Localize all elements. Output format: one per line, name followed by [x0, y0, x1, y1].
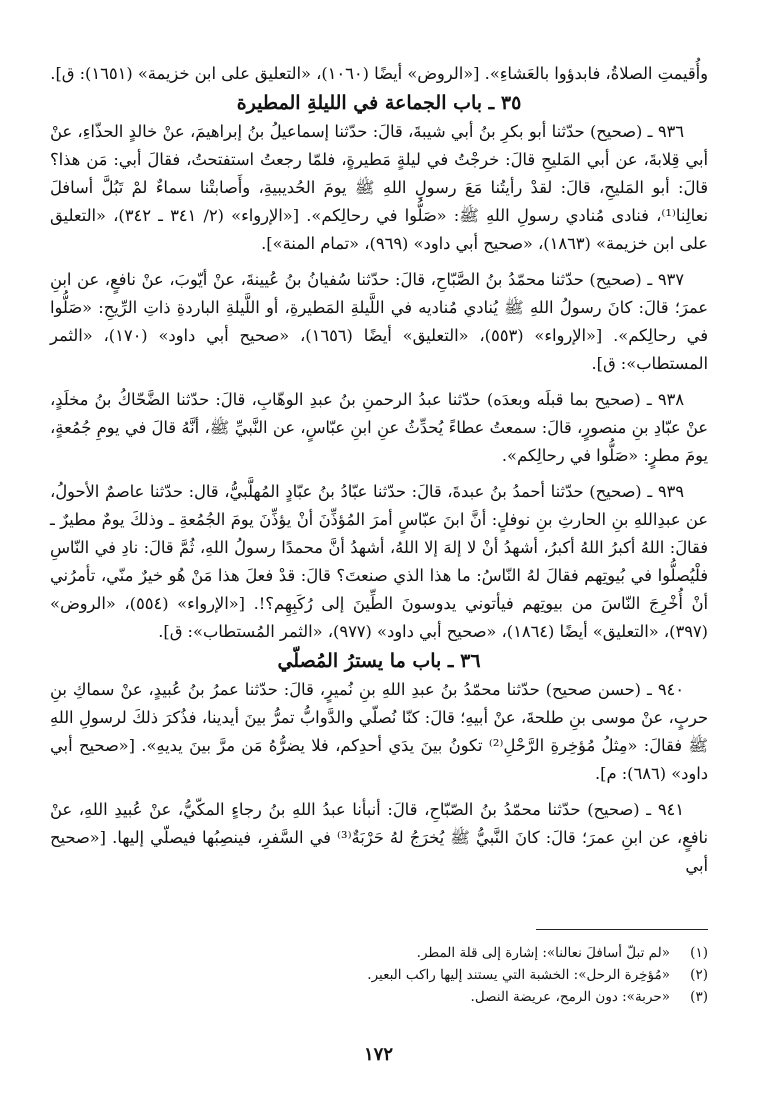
hadith-paragraph: ٩٤١ ـ (صحيح) حدّثنا محمّدُ بنُ الصّبّاحِ، قالَ: أنبأنا عبدُ اللهِ بنُ رجاءٍ المكّيُّ، عنْ عُبيدِ اللهِ، عنْ نافعٍ، عن ابنِ عمرَ؛ قالَ: كانَ النَّبيُّ ﷺ يُخرَجُ لهُ حَرْبَةٌ⁽³⁾ في السَّفرِ، فينصِبُها فيصلّي إليها. [«صحيح أبي	[50, 800, 708, 875]
hadith-paragraph: ٩٣٩ ـ (صحيح) حدّثنا أحمدُ بنُ عبدةَ، قالَ: حدّثنا عبّادُ بنُ عبّادٍ المُهلَّبيُّ، قال: حدّثنا عاصمٌ الأحولُ، عن عبدِاللهِ بنِ الحارثِ بنِ نوفلٍ: أنَّ ابنَ عبّاسٍ أمرَ المُؤذِّنَ أنْ يؤذِّنَ يومَ الجُمُعةِ ـ وذلكَ يومٌ مطيرٌ ـ فقالَ: اللهُ أكبرُ اللهُ أكبرُ، أشهدُ أنْ لا إلهَ إلا اللهُ، أشهدُ أنَّ محمدًا رسولُ اللهِ، ثُمَّ قالَ: نادِ في النّاسِ فلْيُصلُّوا في بُيوتِهم فقالَ لهُ النّاسُ: ما هذا الذي صنعتَ؟ قالَ: قدْ فعلَ هذا مَنْ هُو خيرٌ منّي، تأمرُني أنْ أُخْرِجَ النّاسَ من بيوتِهم فيأتوني يدوسونَ الطِّينَ إلى رُكَبِهِم؟!. [«الإرواء» (٥٥٤)، «الروض» (٣٩٧)، «التعليق» أيضًا (١٨٦٤)، «صحيح أبي داود» (٩٧٧)، «الثمر المُستطاب»: ق].	[50, 482, 708, 641]
footnote-text: «مُؤخِرة الرحل»: الخشبة التي يستند إليها راكب البعير.	[367, 967, 670, 983]
paragraph-gap	[50, 378, 708, 386]
paragraph-gap	[50, 788, 708, 796]
footnote	[360, 986, 708, 1008]
footnote-number: (٢)	[690, 967, 708, 983]
footnote-number: (١)	[690, 945, 708, 961]
footnote-text: «حربة»: دون الرمح، عريضة النصل.	[470, 989, 670, 1005]
footnote	[360, 942, 708, 964]
footnotes	[360, 942, 708, 1008]
main-text	[50, 60, 708, 880]
chapter-heading: ٣٦ ـ باب ما يسترُ المُصلّي	[277, 650, 481, 672]
footnote-number: (٣)	[690, 989, 708, 1005]
chapter-heading: ٣٥ ـ باب الجماعة في الليلةِ المطيرة	[236, 92, 522, 114]
footnote	[360, 964, 708, 986]
hadith-paragraph: وأُقيمتِ الصلاةُ، فابدؤوا بالعَشاءِ». [«الروض» أيضًا (١٠٦٠)، «التعليق على ابن خزيمة» (١٦٥١): ق].	[50, 64, 708, 83]
hadith-paragraph: ٩٤٠ ـ (حسن صحيح) حدّثنا محمّدُ بنُ عبدِ اللهِ بنِ نُميرٍ، قالَ: حدّثنا عمرُ بنُ عُبيدٍ، عنْ سماكِ بنِ حربٍ، عنْ موسى بنِ طلحةَ، عنْ أبيهِ؛ قالَ: كنّا نُصلّي والدَّوابُّ تمرُّ بينَ أيدينا، فذُكرَ ذلكَ لرسولِ اللهِ ﷺ فقالَ: «مِثلُ مُؤخِرةِ الرَّحْلِ⁽²⁾ تكونُ بينَ يدَي أحدِكم، فلا يضرُّهُ مَن مرَّ بينَ يديهِ». [«صحيح أبي داود» (٦٨٦): م].	[50, 680, 708, 783]
page-number: ١٧٢	[363, 1044, 393, 1065]
paragraph-gap	[50, 470, 708, 478]
hadith-paragraph: ٩٣٨ ـ (صحيح بما قبلَه وبعدَه) حدّثنا عبدُ الرحمنِ بنُ عبدِ الوهّابِ، قالَ: حدّثنا الضَّحّاكُ بنُ مخلَدٍ، عنْ عبّادِ بنِ منصورٍ، قالَ: سمعتُ عطاءً يُحدِّثُ عنِ ابنِ عبّاسٍ، عن النَّبيِّ ﷺ، أنَّهُ قالَ في يومِ جُمُعةٍ، يومَ مطرٍ: «صَلُّوا في رحالِكم».	[50, 390, 708, 465]
footnote-separator	[536, 929, 708, 930]
footnote-text: «لم تبلّ أسافلَ نعالنا»: إشارة إلى قلة المطر.	[416, 945, 670, 961]
paragraph-gap	[50, 258, 708, 266]
hadith-paragraph: ٩٣٦ ـ (صحيح) حدّثنا أبو بكرِ بنُ أبي شيبةَ، قالَ: حدّثنا إسماعيلُ بنُ إبراهيمَ، عنْ خالدٍ الحذّاءِ، عنْ أبي قِلابةَ، عن أبي المَليحِ قالَ: خرجْتُ في ليلةٍ مَطيرةٍ، فلمّا رجعتُ استفتحتُ، فقالَ أبي: مَن هذا؟ قالَ: أبو المَليحِ، قالَ: لقدْ رأيتُنا مَعَ رسولِ اللهِ ﷺ يومَ الحُديبيةِ، وأَصابتْنا سماءٌ لمْ تَبُلَّ أسافلَ نعالِنا⁽¹⁾، فنادى مُنادي رسولِ اللهِ ﷺ: «صَلُّوا في رحالِكم». [«الإرواء» (٢/ ٣٤١ ـ ٣٤٢)، «التعليق على ابن خزيمة» (١٨٦٣)، «صحيح أبي داود» (٩٦٩)، «تمام المنة»].	[50, 122, 708, 253]
hadith-paragraph: ٩٣٧ ـ (صحيح) حدّثنا محمّدُ بنُ الصَّبّاحِ، قالَ: حدّثنا سُفيانُ بنُ عُيينةَ، عنْ أيّوبَ، عنْ نافعٍ، عن ابنِ عمرَ؛ قالَ: كانَ رسولُ اللهِ ﷺ يُنادي مُناديه في اللَّيلةِ المَطيرةِ، أو اللَّيلةِ الباردةِ ذاتِ الرِّيحِ: «صَلُّوا في رحالِكم». [«الإرواء» (٥٥٣)، «التعليق» أيضًا (١٦٥٦)، «صحيح أبي داود» (١٧٠)، «الثمر المستطاب»: ق].	[50, 270, 708, 373]
